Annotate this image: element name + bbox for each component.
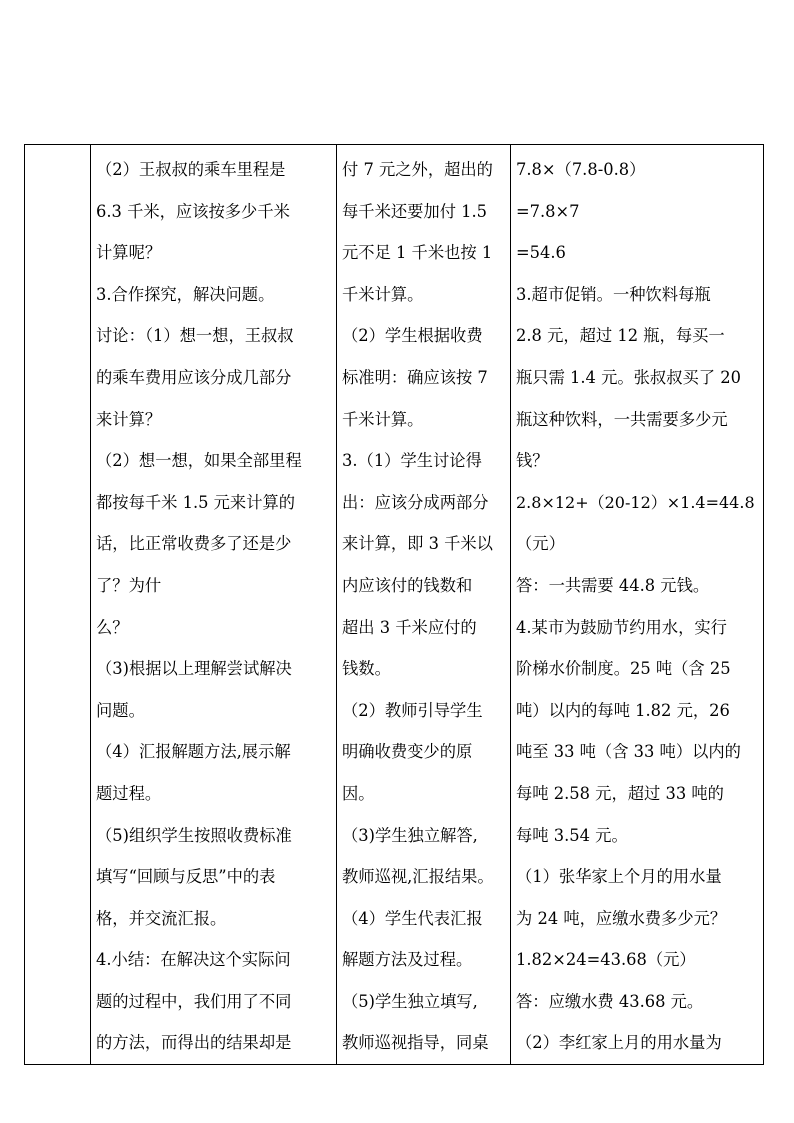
text-line: 问题。 bbox=[96, 700, 145, 720]
text-line: 都按每千米 1.5 元来计算的 bbox=[96, 492, 296, 512]
text-line: 计算呢？ bbox=[96, 243, 162, 263]
text-line: 内应该付的钱数和 bbox=[342, 575, 473, 595]
text-line: （1）张华家上个月的用水量 bbox=[516, 867, 722, 887]
text-line: 教师巡视指导，同桌 bbox=[342, 1033, 489, 1053]
text-line: （元） bbox=[516, 534, 565, 554]
text-line: 了？为什 bbox=[96, 575, 162, 595]
text-line: 么？ bbox=[96, 617, 129, 637]
text-line: 超出 3 千米应付的 bbox=[342, 617, 477, 637]
text-line: 2.8 元，超过 12 瓶，每买一 bbox=[516, 326, 725, 346]
text-line: 付 7 元之外，超出的 bbox=[342, 160, 493, 179]
practice-cell bbox=[511, 145, 764, 1065]
text-line: 的方法，而得出的结果却是 bbox=[96, 1033, 292, 1053]
text-line: 教师巡视,汇报结果。 bbox=[342, 867, 494, 887]
text-line: 来计算，即 3 千米以 bbox=[342, 534, 493, 554]
text-line: 瓶只需 1.4 元。张叔叔买了 20 bbox=[516, 367, 741, 387]
stage-cell bbox=[25, 145, 91, 1065]
text-line: 1.82×24=43.68（元） bbox=[516, 950, 696, 970]
text-line: 吨至 33 吨（含 33 吨）以内的 bbox=[516, 742, 741, 762]
text-line: （4）学生代表汇报 bbox=[342, 908, 483, 928]
text-line: 3.合作探究，解决问题。 bbox=[96, 284, 275, 304]
student-activity-cell bbox=[337, 145, 511, 1065]
teacher-activity-cell bbox=[91, 145, 337, 1065]
text-line: 为 24 吨，应缴水费多少元？ bbox=[516, 908, 727, 928]
text-line: 答：应缴水费 43.68 元。 bbox=[516, 991, 704, 1011]
text-line: 每吨 3.54 元。 bbox=[516, 825, 628, 845]
text-line: 答：一共需要 44.8 元钱。 bbox=[516, 575, 710, 595]
text-line: 的乘车费用应该分成几部分 bbox=[96, 367, 292, 387]
text-line: 解题方法及过程。 bbox=[342, 950, 473, 970]
student-activity-text bbox=[337, 145, 510, 1064]
text-line: 每吨 2.58 元，超过 33 吨的 bbox=[516, 783, 724, 803]
table-row bbox=[25, 145, 764, 1065]
teacher-activity-text bbox=[91, 145, 336, 1064]
text-line: 标准明：确应该按 7 bbox=[342, 367, 488, 387]
text-line: 3.（1）学生讨论得 bbox=[342, 451, 482, 471]
text-line: 明确收费变少的原 bbox=[342, 742, 473, 762]
text-line: 3.超市促销。一种饮料每瓶 bbox=[516, 284, 711, 304]
text-line: （3)学生独立解答, bbox=[342, 825, 478, 845]
text-line: 题的过程中，我们用了不同 bbox=[96, 991, 292, 1011]
text-line: （2）学生根据收费 bbox=[342, 326, 483, 346]
text-line: （4）汇报解题方法,展示解 bbox=[96, 742, 291, 762]
text-line: 钱数。 bbox=[342, 659, 391, 679]
text-line: 千米计算。 bbox=[342, 409, 424, 429]
lesson-plan-table bbox=[24, 144, 764, 1065]
text-line: 题过程。 bbox=[96, 783, 162, 803]
text-line: 格，并交流汇报。 bbox=[96, 908, 227, 928]
text-line: （2）想一想，如果全部里程 bbox=[96, 451, 302, 471]
text-line: 吨）以内的每吨 1.82 元，26 bbox=[516, 700, 730, 720]
text-line: 讨论：（1）想一想，王叔叔 bbox=[96, 326, 294, 346]
text-line: 阶梯水价制度。25 吨（含 25 bbox=[516, 659, 731, 679]
text-line: 来计算？ bbox=[96, 409, 162, 429]
text-line: 4.某市为鼓励节约用水，实行 bbox=[516, 617, 727, 637]
text-line: 瓶这种饮料，一共需要多少元 bbox=[516, 409, 728, 429]
text-line: 话，比正常收费多了还是少 bbox=[96, 534, 292, 554]
text-line: 元不足 1 千米也按 1 bbox=[342, 243, 493, 263]
text-line: 千米计算。 bbox=[342, 284, 424, 304]
text-line: 每千米还要加付 1.5 bbox=[342, 201, 488, 221]
text-line: （5)学生独立填写, bbox=[342, 991, 478, 1011]
text-line: =54.6 bbox=[516, 243, 566, 263]
text-line: （3)根据以上理解尝试解决 bbox=[96, 659, 292, 679]
text-line: 填写“回顾与反思”中的表 bbox=[96, 867, 276, 887]
text-line: 7.8×（7.8-0.8） bbox=[516, 160, 646, 179]
text-line: （2）王叔叔的乘车里程是 bbox=[96, 160, 286, 179]
text-line: 2.8×12+（20-12）×1.4=44.8 bbox=[516, 492, 755, 512]
text-line: （2）李红家上月的用水量为 bbox=[516, 1033, 722, 1053]
text-line: =7.8×7 bbox=[516, 201, 580, 221]
text-line: 6.3 千米，应该按多少千米 bbox=[96, 201, 290, 221]
text-line: 钱？ bbox=[516, 451, 549, 471]
text-line: （5)组织学生按照收费标准 bbox=[96, 825, 292, 845]
practice-text bbox=[511, 145, 763, 1064]
text-line: 因。 bbox=[342, 783, 375, 803]
text-line: 出：应该分成两部分 bbox=[342, 492, 489, 512]
text-line: （2）教师引导学生 bbox=[342, 700, 483, 720]
text-line: 4.小结：在解决这个实际问 bbox=[96, 950, 291, 970]
